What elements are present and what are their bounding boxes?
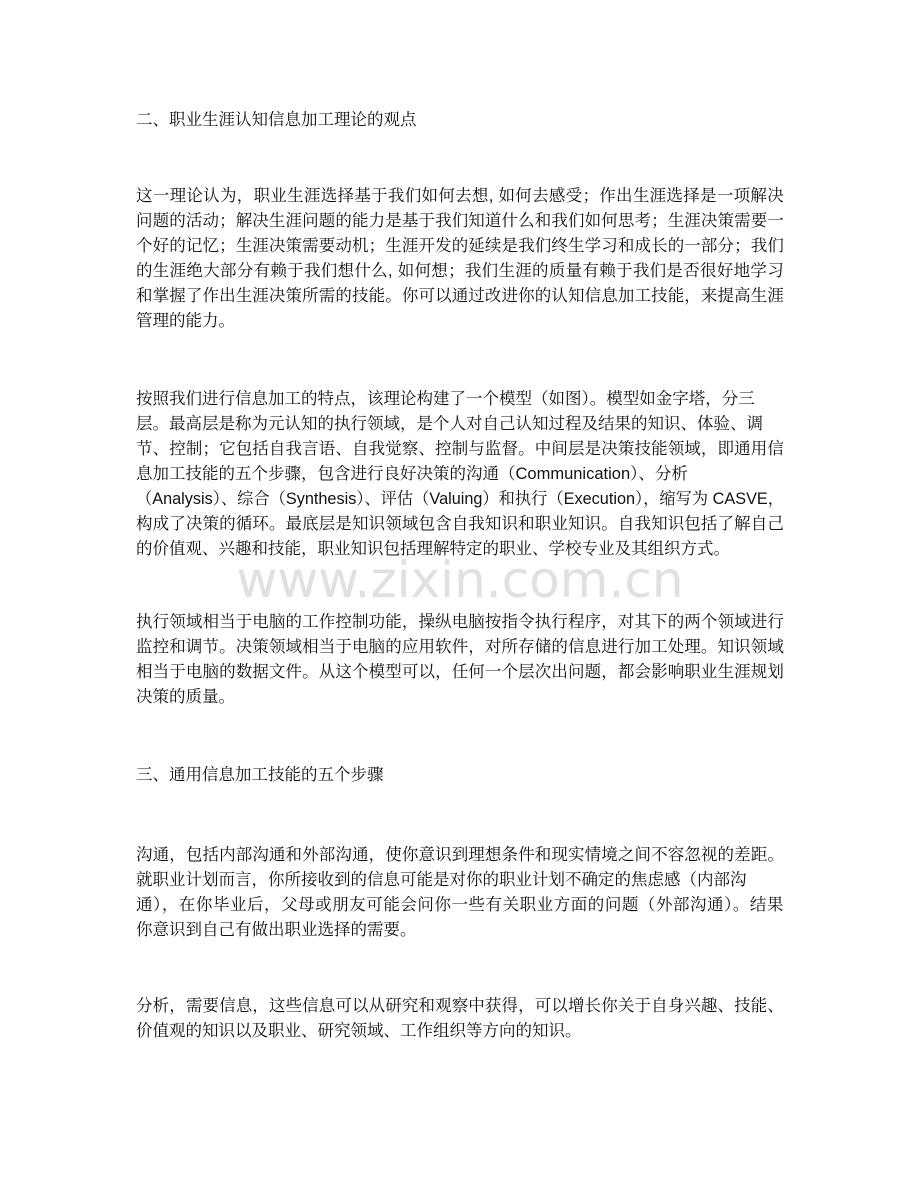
text-line: 你意识到自己有做出职业选择的需要。 xyxy=(136,921,417,939)
text-line: 价值观的知识以及职业、研究领域、工作组织等方向的知识。 xyxy=(136,1022,582,1040)
text-line: 个好的记忆；生涯决策需要动机；生涯开发的延续是我们终生学习和成长的一部分；我们 xyxy=(136,237,784,255)
paragraph-pyramid-model xyxy=(136,387,784,562)
text-line: 层。最高层是称为元认知的执行领域，是个人对自己认知过程及结果的知识、体验、调 xyxy=(136,415,763,433)
section-heading-3 xyxy=(136,763,784,788)
text-line: 按照我们进行信息加工的特点，该理论构建了一个模型（如图）。模型如金字塔，分三 xyxy=(136,390,755,408)
text-line: （Analysis）、综合（Synthesis）、评估（Valuing）和执行（Execution），缩写为 CASVE， xyxy=(136,490,784,508)
text-line: 的生涯绝大部分有赖于我们想什么, 如何想；我们生涯的质量有赖于我们是否很好地学习 xyxy=(136,262,784,280)
text-line: 和掌握了作出生涯决策所需的技能。你可以通过改进你的认知信息加工技能，来提高生涯 xyxy=(136,287,784,305)
text-line: 决策的质量。 xyxy=(136,688,235,706)
text-line: 构成了决策的循环。最底层是知识领域包含自我知识和职业知识。自我知识包括了解自己 xyxy=(136,515,784,533)
watermark: www.zixin.com.cn xyxy=(236,551,684,609)
text-line: 监控和调节。决策领域相当于电脑的应用软件，对所存储的信息进行加工处理。知识领域 xyxy=(136,638,784,656)
section-heading-2 xyxy=(136,108,784,133)
text-line: 节、控制；它包括自我言语、自我觉察、控制与监督。中间层是决策技能领域，即通用信 xyxy=(136,440,784,458)
text-line: 相当于电脑的数据文件。从这个模型可以，任何一个层次出问题，都会影响职业生涯规划 xyxy=(136,663,784,681)
heading-text: 三、通用信息加工技能的五个步骤 xyxy=(136,766,384,784)
text-line: 就职业计划而言，你所接收到的信息可能是对你的职业计划不确定的焦虑感（内部沟 xyxy=(136,871,747,889)
paragraph-analysis xyxy=(136,994,784,1044)
text-line: 管理的能力。 xyxy=(136,312,235,330)
text-line: 执行领域相当于电脑的工作控制功能，操纵电脑按指令执行程序，对其下的两个领域进行 xyxy=(136,613,784,631)
text-line: 沟通，包括内部沟通和外部沟通，使你意识到理想条件和现实情境之间不容忽视的差距。 xyxy=(136,846,784,864)
text-line: 的价值观、兴趣和技能，职业知识包括理解特定的职业、学校专业及其组织方式。 xyxy=(136,540,730,558)
text-line: 分析，需要信息，这些信息可以从研究和观察中获得，可以增长你关于自身兴趣、技能、 xyxy=(136,997,784,1015)
paragraph-communication xyxy=(136,843,784,943)
text-line: 息加工技能的五个步骤，包含进行良好决策的沟通（Communication）、分析 xyxy=(136,465,688,483)
text-line: 通），在你毕业后，父母或朋友可能会问你一些有关职业方面的问题（外部沟通）。结果 xyxy=(136,896,784,914)
text-line: 这一理论认为，职业生涯选择基于我们如何去想, 如何去感受；作出生涯选择是一项解决 xyxy=(136,187,784,205)
text-line: 问题的活动；解决生涯问题的能力是基于我们知道什么和我们如何思考；生涯决策需要一 xyxy=(136,212,784,230)
paragraph-theory-viewpoint xyxy=(136,184,784,334)
paragraph-computer-analogy xyxy=(136,610,784,710)
heading-text: 二、职业生涯认知信息加工理论的观点 xyxy=(136,111,417,129)
